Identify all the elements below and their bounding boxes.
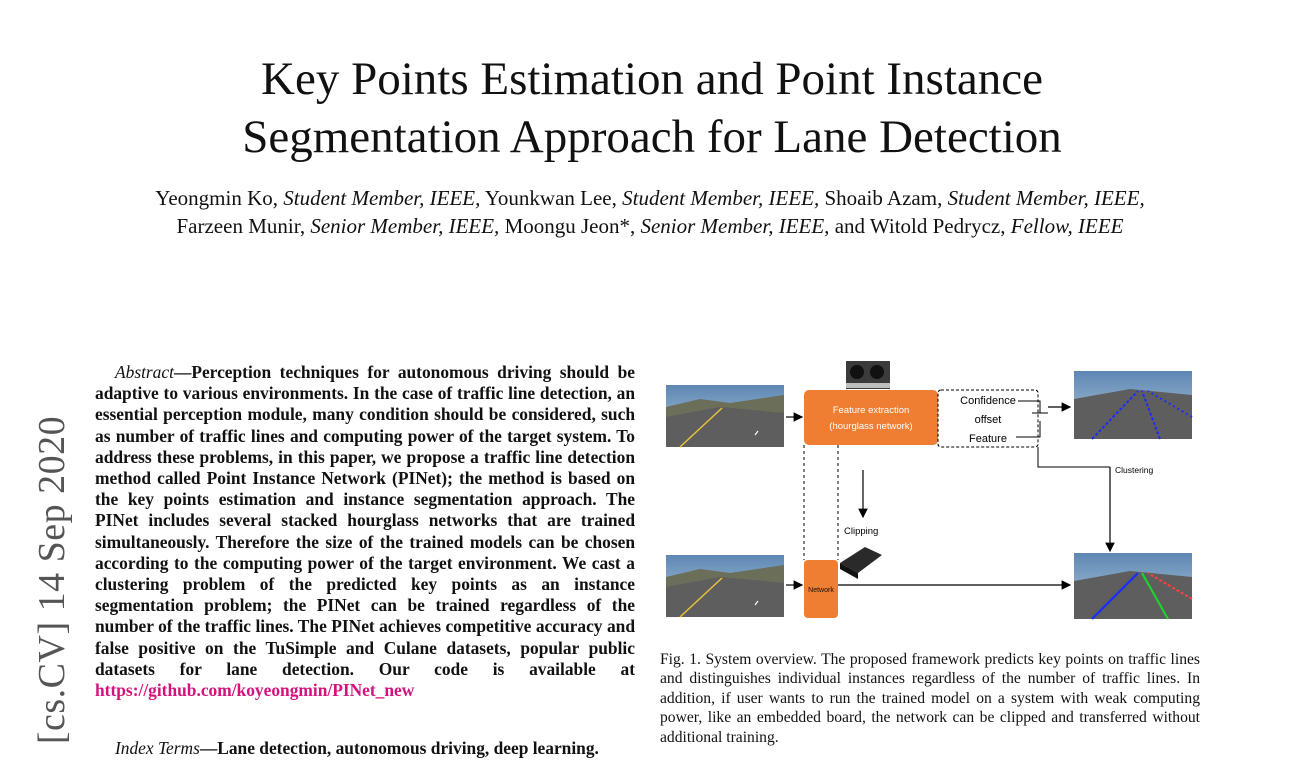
feature-box-line-2: (hourglass network) [829, 421, 913, 432]
author-list [120, 184, 1180, 240]
input-road-image-top [666, 385, 784, 447]
clustering-label: Clustering [1115, 465, 1154, 475]
gpu-card-image [846, 361, 890, 389]
abstract [95, 362, 635, 701]
input-road-image-bottom [666, 555, 784, 617]
output-road-image-bottom [1074, 553, 1192, 619]
figure-caption: Fig. 1. System overview. The proposed framework predicts key points on traffic lines and distinguishes individual instances regardless of the number of traffic lines. In addition, if user wants to run the trained model on a system with weak computing power, like an embedded board, the network can be clipped and transferred without additional training. [660, 651, 1200, 746]
arxiv-sidebar [22, 380, 82, 780]
author-role: Student Member, IEEE, [622, 186, 820, 210]
author-role: Fellow, IEEE [1010, 214, 1124, 238]
feature-box-line-1: Feature extraction [832, 405, 910, 416]
output-feature: Feature [969, 433, 1007, 445]
network-box-label: Network [808, 587, 834, 594]
clipping-label: Clipping [844, 526, 879, 537]
index-terms-label: Index Terms [115, 738, 200, 758]
author-name: Yeongmin Ko, [155, 186, 284, 210]
embedded-board-image [840, 547, 882, 579]
author-role: Student Member, IEEE, [947, 186, 1145, 210]
author-name: Farzeen Munir, [176, 214, 311, 238]
abstract-label: Abstract [115, 362, 174, 382]
feature-extraction-box [804, 390, 938, 445]
author-role: Senior Member, IEEE, [640, 214, 830, 238]
title-line-1: Key Points Estimation and Point Instance [261, 53, 1043, 105]
author-name: Younkwan Lee, [480, 186, 623, 210]
arxiv-stamp: [cs.CV] 14 Sep 2020 [31, 415, 73, 745]
output-confidence: Confidence [960, 395, 1016, 407]
output-offset: offset [974, 414, 1002, 426]
index-terms [95, 738, 635, 759]
code-link[interactable]: https://github.com/koyeongmin/PINet_new [95, 680, 415, 701]
author-name: Moongu Jeon*, [499, 214, 641, 238]
system-overview-figure [660, 355, 1200, 640]
author-name: and Witold Pedrycz, [829, 214, 1011, 238]
abstract-body: —Perception techniques for autonomous driving should be adaptive to various environments. In the case of traffic line detection, an essential perception module, many condition should be considered, such as number of traffic lines and computing power of the target system. To address these problems, in this paper, we propose a traffic line detection method called Point Instance Network (PINet); the method is based on the key points estimation and instance segmentation approach. The PINet includes several stacked hourglass networks that are trained simultaneously. Therefore the size of the trained models can be chosen according to the computing power of the target environment. We cast a clustering problem of the predicted key points as an instance segmentation problem; the PINet can be trained regardless of the number of the traffic lines. The PINet achieves competitive accuracy and false positive on the TuSimple and Culane datasets, popular public datasets for lane detection. Our code is available at [95, 362, 635, 679]
output-road-image-top [1074, 371, 1192, 439]
author-role: Senior Member, IEEE, [310, 214, 500, 238]
author-role: Student Member, IEEE, [283, 186, 481, 210]
title-line-2: Segmentation Approach for Lane Detection [242, 111, 1062, 163]
author-name: Shoaib Azam, [819, 186, 948, 210]
figure-diagram [660, 355, 1200, 640]
index-terms-body: —Lane detection, autonomous driving, deep learning. [199, 738, 599, 758]
paper-title [0, 50, 1304, 166]
